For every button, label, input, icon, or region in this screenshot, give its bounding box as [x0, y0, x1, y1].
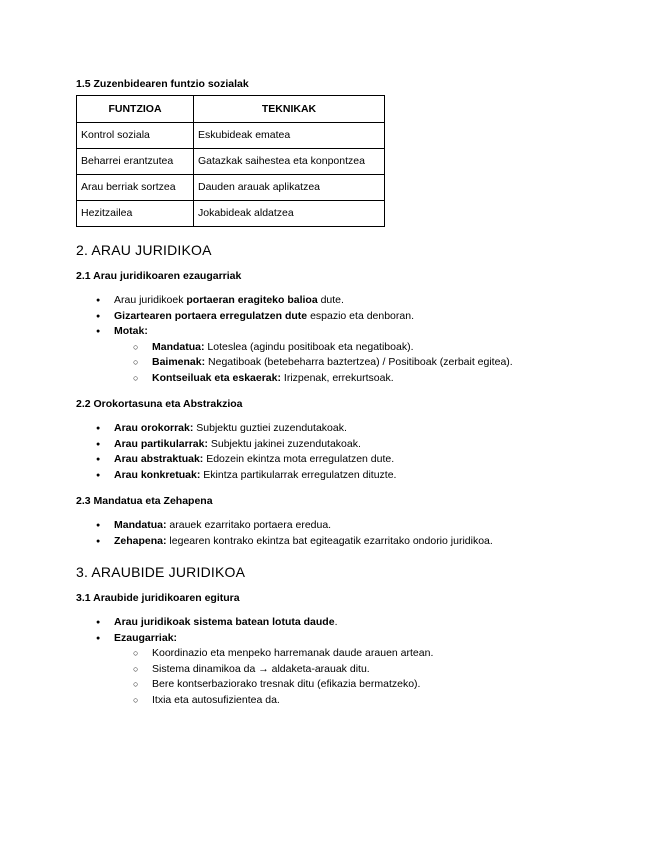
section-3-1-title: 3.1 Araubide juridikoaren egitura: [76, 592, 240, 604]
bullet-list: [76, 615, 596, 708]
bullet-list: [76, 293, 596, 386]
section-1-5-title: 1.5 Zuzenbidearen funtzio sozialak: [76, 78, 249, 90]
functions-table: [76, 95, 385, 227]
table-cell: Beharrei erantzutea: [77, 149, 194, 175]
table-cell: Eskubideak ematea: [194, 123, 385, 149]
sub-list-item: ○ Kontseiluak eta eskaerak: Irizpenak, errekurtsoak.: [76, 371, 596, 387]
table-cell: Hezitzailea: [77, 201, 194, 227]
table-cell: Gatazkak saihestea eta konpontzea: [194, 149, 385, 175]
list-item: ● Motak: ○ Mandatua: Loteslea (agindu positiboak eta negatiboak). ○ Baimenak: Negatiboak (betebeharra baztertzea) / Positiboak (zerbait egitea). ○ Kontseiluak eta eskaerak: Irizpenak, errekurtsoak.: [76, 324, 596, 386]
header-teknikak: TEKNIKAK: [194, 96, 385, 123]
sub-list-item: ○ Baimenak: Negatiboak (betebeharra baztertzea) / Positiboak (zerbait egitea).: [76, 355, 596, 371]
list-item: ● Arau konkretuak: Ekintza partikularrak erregulatzen dituzte.: [76, 468, 596, 484]
bullet-list: [76, 518, 596, 549]
sub-list-item: ○ Koordinazio eta menpeko harremanak daude arauen artean.: [76, 646, 596, 662]
table-row: [77, 149, 385, 175]
list-item: ● Gizartearen portaera erregulatzen dute espazio eta denboran.: [76, 309, 596, 325]
list-item: ● Arau orokorrak: Subjektu guztiei zuzendutakoak.: [76, 421, 596, 437]
list-item: ● Arau juridikoek portaeran eragiteko balioa dute.: [76, 293, 596, 309]
table-header-row: [77, 96, 385, 123]
list-item: ● Zehapena: legearen kontrako ekintza bat egiteagatik ezarritako ondorio juridikoa.: [76, 534, 596, 550]
sub-list-item: ○ Mandatua: Loteslea (agindu positiboak eta negatiboak).: [76, 340, 596, 356]
section-3-heading: 3. ARAUBIDE JURIDIKOA: [76, 564, 246, 580]
table-cell: Jokabideak aldatzea: [194, 201, 385, 227]
table-row: [77, 123, 385, 149]
sub-list-item: ○ Sistema dinamikoa da → aldaketa-arauak ditu.: [76, 662, 596, 678]
sub-list: [76, 340, 596, 387]
section-2-3-title: 2.3 Mandatua eta Zehapena: [76, 495, 213, 507]
header-funtzioa: FUNTZIOA: [77, 96, 194, 123]
table-row: [77, 175, 385, 201]
sub-list: [76, 646, 596, 708]
section-2-2-title: 2.2 Orokortasuna eta Abstrakzioa: [76, 398, 243, 410]
table-cell: Dauden arauak aplikatzea: [194, 175, 385, 201]
list-item: ● Arau abstraktuak: Edozein ekintza mota erregulatzen dute.: [76, 452, 596, 468]
bullet-list: [76, 421, 596, 483]
document-page: [76, 78, 596, 708]
section-2-1-title: 2.1 Arau juridikoaren ezaugarriak: [76, 270, 242, 282]
list-item: ● Arau juridikoak sistema batean lotuta daude.: [76, 615, 596, 631]
list-item: ● Mandatua: arauek ezarritako portaera eredua.: [76, 518, 596, 534]
sub-list-item: ○ Itxia eta autosufizientea da.: [76, 693, 596, 709]
table-row: [77, 201, 385, 227]
table-cell: Kontrol soziala: [77, 123, 194, 149]
table-cell: Arau berriak sortzea: [77, 175, 194, 201]
list-item: ● Ezaugarriak: ○ Koordinazio eta menpeko harremanak daude arauen artean. ○ Sistema dinamikoa da → aldaketa-arauak ditu. ○ Bere kontserbaziorako tresnak ditu (efikazia bermatzeko). ○ Itxia eta autosufizientea da.: [76, 631, 596, 709]
list-item: ● Arau partikularrak: Subjektu jakinei zuzendutakoak.: [76, 437, 596, 453]
section-2-heading: 2. ARAU JURIDIKOA: [76, 242, 212, 258]
sub-list-item: ○ Bere kontserbaziorako tresnak ditu (efikazia bermatzeko).: [76, 677, 596, 693]
